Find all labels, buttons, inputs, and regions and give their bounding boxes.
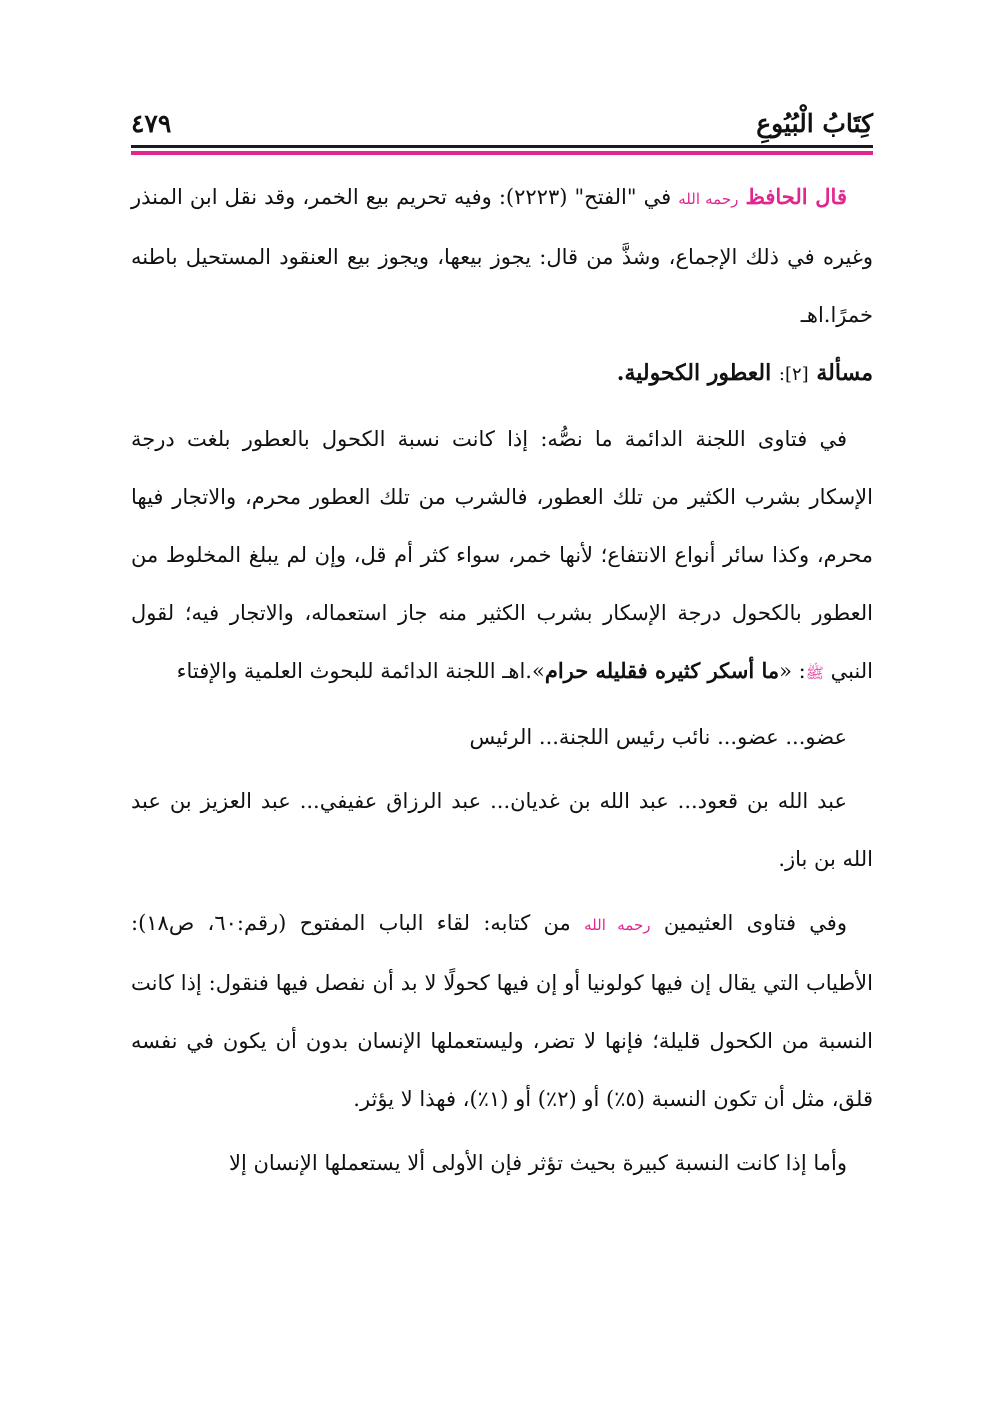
paragraph-continuation: وأما إذا كانت النسبة كبيرة بحيث تؤثر فإن الأولى ألا يستعملها الإنسان إلا [228,1151,847,1175]
issue-number: [٢]: [778,364,809,385]
page-number: ٤٧٩ [131,109,172,138]
issue-heading [131,344,873,404]
paragraph-fatawa-lajna [131,410,873,702]
hadith-quote: ما أسكر كثيره فقليله حرام [544,658,780,683]
issue-label: مسألة [816,360,873,386]
paragraph-text: : « [779,659,806,683]
header-rule-dark [131,145,873,148]
chapter-title: كِتَابُ الْبُيُوعِ [756,109,873,138]
paragraph-text: في فتاوى اللجنة الدائمة ما نصُّه: إذا كانت نسبة الكحول بالعطور بلغت درجة الإسكار بشرب الكثير من تلك العطور، فالشرب من تلك العطور محرم، والاتجار فيها محرم، وكذا سائر أنواع الانتفاع؛ لأنها خمر، سواء كثر أم قل، وإن لم يبلغ المخلوط من العطور بالكحول درجة الإسكار بشرب الكثير منه جاز استعماله، والاتجار فيه؛ لقول النبي [131,427,873,683]
honorific-glyph: رحمه الله [584,916,651,934]
paragraph-text: وفي فتاوى العثيمين [663,911,847,935]
paragraph-uthaymin [131,894,873,1128]
header-rule-pink [131,151,873,155]
paragraph-text: ».اهـ اللجنة الدائمة للبحوث العلمية والإفتاء [176,659,545,683]
paragraph-fath [131,168,873,344]
paragraph-text: من كتابه: لقاء الباب المفتوح (رقم:٦٠، ص١٨): الأطياب التي يقال إن فيها كولونيا أو إن فيها كحولًا لا بد أن نفصل فيها فنقول: إذا كانت النسبة من الكحول قليلة؛ فإنها لا تضر، وليستعملها الإنسان بدون أن يكون في نفسه قلق، مثل أن تكون النسبة (٥٪) أو (٢٪) أو (١٪)، فهذا لا يؤثر. [131,911,873,1111]
paragraph-text: في "الفتح" (٢٢٢٣): وفيه تحريم بيع الخمر، وقد نقل ابن المنذر وغيره في ذلك الإجماع، وشذَّ من قال: يجوز بيعها، ويجوز بيع العنقود المستحيل باطنه خمرًا.اهـ [131,185,873,327]
speaker-label: قال الحافظ [745,184,847,209]
issue-title: العطور الكحولية. [616,360,772,386]
honorific-glyph: رحمه الله [678,190,739,208]
body-text [131,168,873,1192]
committee-roles: عضو... عضو... نائب رئيس اللجنة... الرئيس [469,725,847,749]
page-header [131,104,873,148]
salutation-glyph: ﷺ [805,664,824,682]
committee-members: عبد الله بن قعود... عبد الله بن غديان... عبد الرزاق عفيفي... عبد العزيز بن عبد الله بن باز. [131,789,873,871]
